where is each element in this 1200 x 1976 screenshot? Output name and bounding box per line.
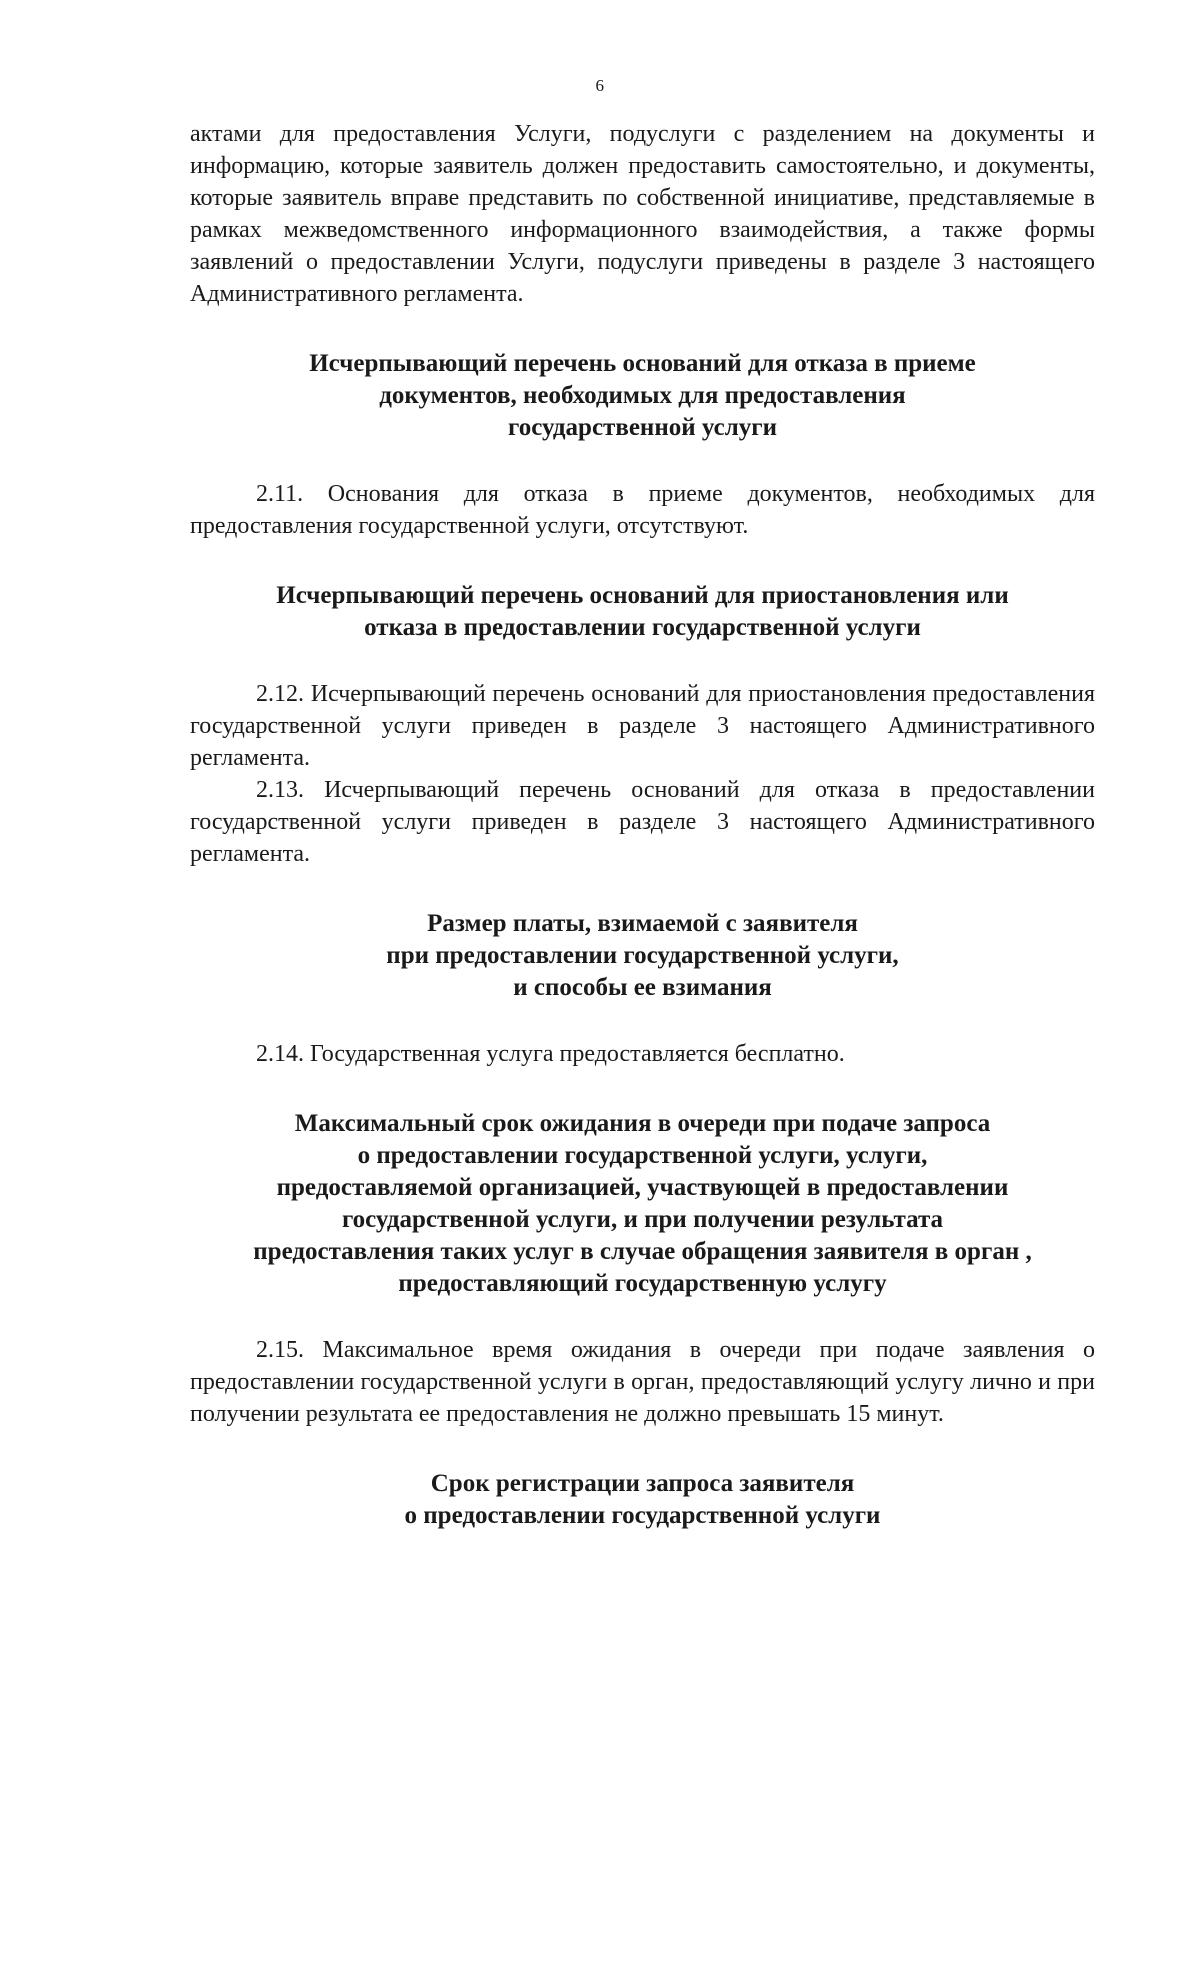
heading-line: предоставления таких услуг в случае обращения заявителя в орган , — [253, 1238, 1032, 1265]
heading-line: предоставляемой организацией, участвующей в предоставлении — [276, 1174, 1009, 1201]
heading-line: предоставляющий государственную услугу — [398, 1270, 887, 1297]
heading-line: Размер платы, взимаемой с заявителя — [427, 910, 858, 937]
page-number: 6 — [595, 76, 605, 95]
heading-line: документов, необходимых для предоставления — [379, 382, 906, 409]
paragraph-2-11: 2.11. Основания для отказа в приеме документов, необходимых для предоставления государственной услуги, отсутствуют. — [190, 481, 1095, 539]
section-heading-queue-time — [190, 1108, 1095, 1300]
heading-line: отказа в предоставлении государственной услуги — [364, 614, 921, 641]
heading-line: и способы ее взимания — [513, 974, 772, 1001]
paragraph-2-13: 2.13. Исчерпывающий перечень оснований для отказа в предоставлении государственной услуги приведен в разделе 3 настоящего Административного регламента. — [190, 777, 1095, 867]
heading-line: Максимальный срок ожидания в очереди при подаче запроса — [294, 1110, 991, 1137]
heading-line: государственной услуги — [507, 414, 778, 441]
heading-line: государственной услуги, и при получении результата — [341, 1206, 944, 1233]
section-heading-registration-term — [190, 1468, 1095, 1532]
heading-line: о предоставлении государственной услуги, услуги, — [357, 1142, 928, 1169]
heading-line: Исчерпывающий перечень оснований для отказа в приеме — [309, 350, 976, 377]
heading-line: Исчерпывающий перечень оснований для приостановления или — [276, 582, 1009, 609]
heading-line: Срок регистрации запроса заявителя — [430, 1470, 855, 1497]
section-heading-fee — [190, 908, 1095, 1004]
paragraph-2-14: 2.14. Государственная услуга предоставляется бесплатно. — [256, 1041, 845, 1067]
paragraph-2-12: 2.12. Исчерпывающий перечень оснований для приостановления предоставления государственной услуги приведен в разделе 3 настоящего Административного регламента. — [190, 681, 1095, 771]
intro-paragraph: актами для предоставления Услуги, подуслуги с разделением на документы и информацию, которые заявитель должен предоставить самостоятельно, и документы, которые заявитель вправе представить по собственной инициативе, представляемые в рамках межведомственного информационного взаимодействия, а также формы заявлений о предоставлении Услуги, подуслуги приведены в разделе 3 настоящего Административного регламента. — [190, 121, 1095, 307]
section-heading-refusal-acceptance — [190, 348, 1095, 444]
document-body — [190, 118, 1095, 1532]
section-heading-suspension-refusal — [190, 580, 1095, 644]
heading-line: при предоставлении государственной услуги, — [386, 942, 899, 969]
paragraph-2-15: 2.15. Максимальное время ожидания в очереди при подаче заявления о предоставлении государственной услуги в орган, предоставляющий услугу лично и при получении результата ее предоставления не должно превышать 15 минут. — [190, 1337, 1095, 1427]
heading-line: о предоставлении государственной услуги — [404, 1502, 881, 1529]
